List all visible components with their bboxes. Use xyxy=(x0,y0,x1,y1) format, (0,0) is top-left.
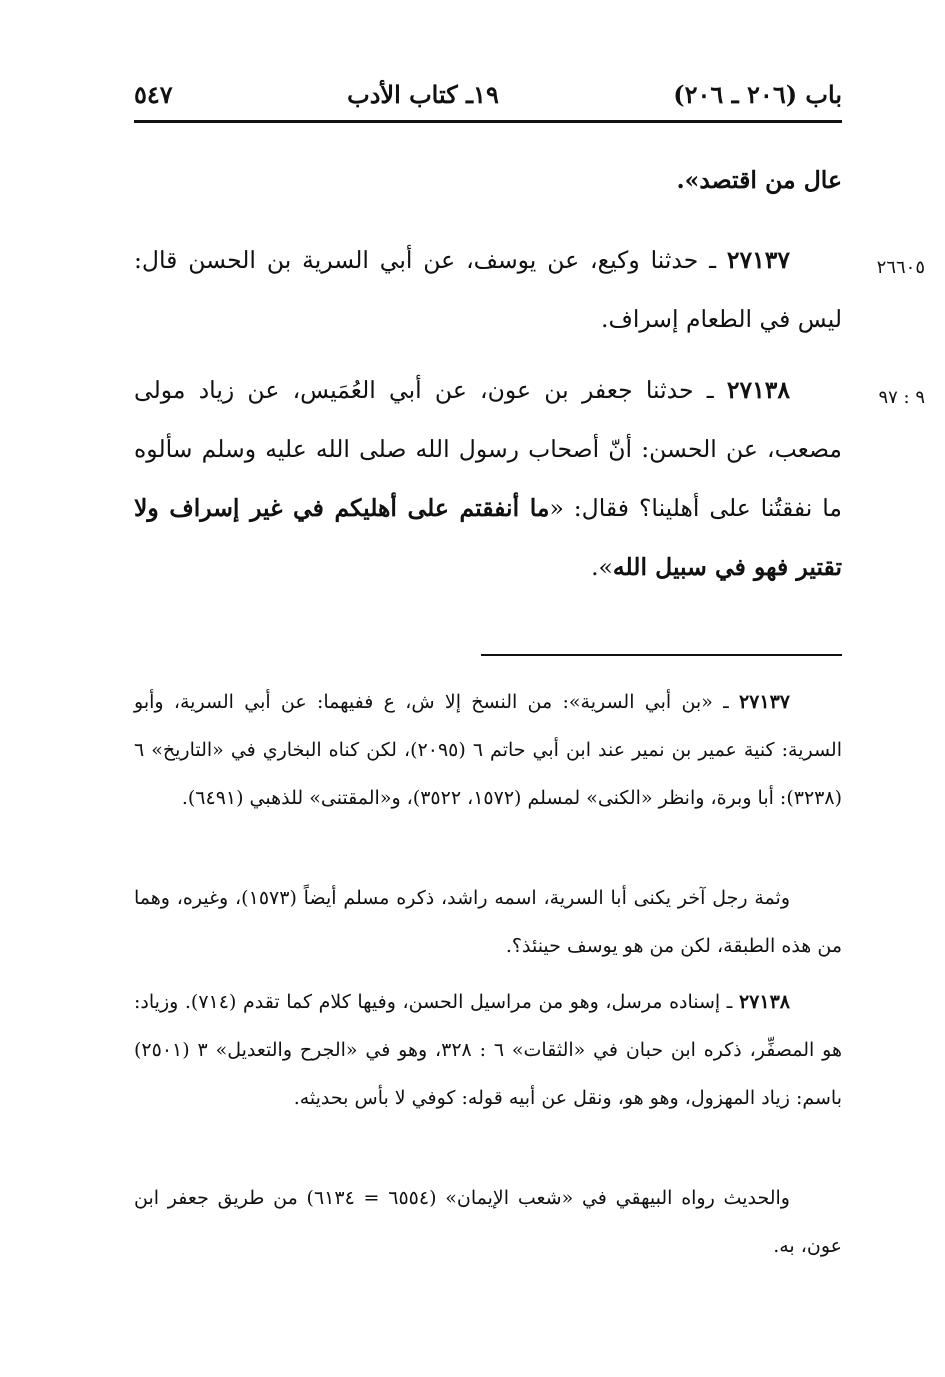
hadith-number: ٢٧١٣٧ xyxy=(726,246,790,274)
hadith-text: ـ حدثنا وكيع، عن يوسف، عن أبي السرية بن الحسن قال: ليس في الطعام إسراف. xyxy=(134,246,842,333)
continuation-quote: عال من اقتصد». xyxy=(676,166,842,194)
hadith-text: ـ حدثنا جعفر بن عون، عن أبي العُمَيس، عن زياد مولى مصعب، عن الحسن: أنّ أصحاب رسول الله صلى الله عليه وسلم سألوه ما نفقتُنا على أهلينا؟ فقال: « xyxy=(134,376,842,522)
hadith-number: ٢٧١٣٨ xyxy=(726,376,790,404)
footnote-27138-cont xyxy=(134,1174,842,1270)
margin-ref-27138: ٩ : ٩٧ xyxy=(878,387,925,408)
page-header xyxy=(134,76,842,112)
footnote-number: ٢٧١٣٧ xyxy=(738,691,790,713)
footnote-text: وثمة رجل آخر يكنى أبا السرية، اسمه راشد، ذكره مسلم أيضاً (١٥٧٣)، وغيره، وهما من هذه الطبقة، لكن من هو يوسف حينئذ؟. xyxy=(134,887,842,957)
hadith-27137 xyxy=(134,231,842,349)
footnote-text: ـ «بن أبي السرية»: من النسخ إلا ش، ع ففيهما: عن أبي السرية، وأبو السرية: كنية عمير بن نمير عند ابن أبي حاتم ٦ (٢٠٩٥)، لكن كناه البخاري في «التاريخ» ٦ (٣٢٣٨): أبا وبرة، وانظر «الكنى» لمسلم (١٥٧٢، ٣٥٢٢)، و«المقتنى» للذهبي (٦٤٩١). xyxy=(134,691,843,809)
hadith-27138 xyxy=(134,361,842,597)
prophetic-quote: ما أنفقتم على أهليكم في غير إسراف ولا تقتير فهو في سبيل الله xyxy=(134,494,842,581)
chapter-title: باب (٢٠٦ ـ ٢٠٦) xyxy=(673,79,842,109)
footnote-text: والحديث رواه البيهقي في «شعب الإيمان» (٦٥٥٤ = ٦١٣٤) من طريق جعفر ابن عون، به. xyxy=(134,1187,842,1257)
continuation-text xyxy=(134,151,842,210)
footnote-27138 xyxy=(134,978,842,1122)
margin-ref-27137: ٢٦٦٠٥ xyxy=(876,257,925,278)
page-number: ٥٤٧ xyxy=(134,79,173,109)
footnote-number: ٢٧١٣٨ xyxy=(738,991,790,1013)
footnote-separator xyxy=(481,654,842,656)
book-title: ١٩ـ كتاب الأدب xyxy=(347,79,499,109)
footnote-text: ـ إسناده مرسل، وهو من مراسيل الحسن، وفيها كلام كما تقدم (٧١٤). وزياد: هو المصفِّر، ذكره ابن حبان في «الثقات» ٦ : ٣٢٨، وهو في «الجرح والتعديل» ٣ (٢٥٠١) باسم: زياد المهزول، وهو هو، ونقل عن أبيه قوله: كوفي لا بأس بحديثه. xyxy=(134,991,843,1109)
quote-close: ». xyxy=(591,553,613,581)
footnote-27137-cont xyxy=(134,874,842,970)
footnote-27137 xyxy=(134,678,842,822)
header-rule xyxy=(134,120,842,123)
